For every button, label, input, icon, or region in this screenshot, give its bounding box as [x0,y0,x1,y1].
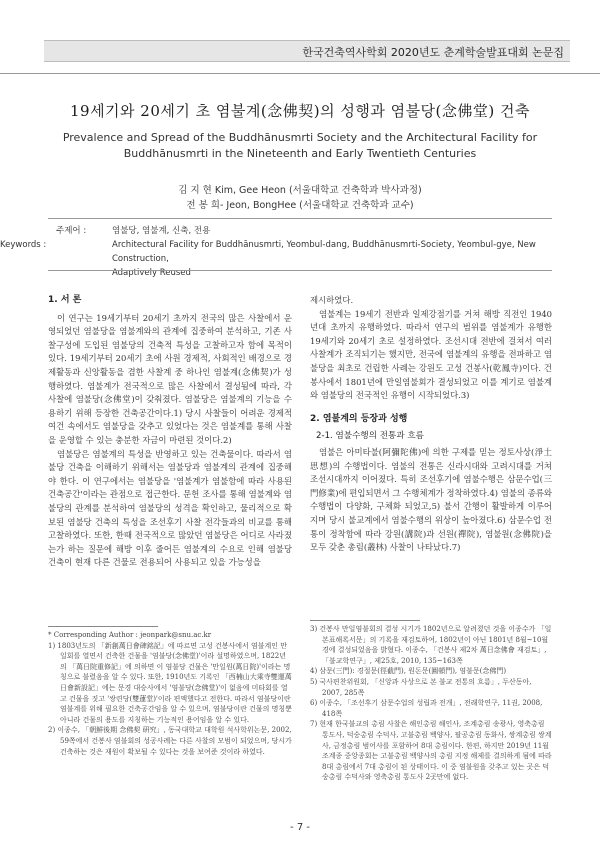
keywords-block [0,224,546,280]
right-footnote-rule [310,620,420,621]
footnote-4: 4) 삼문(三門): 경절문(徑截門), 원돈문(圓頓門), 염불문(念佛門) [310,667,507,676]
right-column [310,294,552,555]
keywords-kr-text: 염불당, 염불계, 신축, 전용 [112,226,211,236]
keywords-bottom-rule [48,270,552,271]
keywords-en-label: Keywords : [0,240,47,250]
author-1: 김 지 현 Kim, Gee Heon (서울대학교 건축학과 박사과정) [178,185,422,196]
title-en-line-2: Buddhānusmrti in the Nineteenth and Early Twentieth Centuries [123,147,477,160]
author-2: 전 봉 희- Jeon, BongHee (서울대학교 건축학과 교수) [186,200,414,211]
keywords-top-rule [48,218,552,219]
page-number: - 7 - [290,822,310,833]
footnote-5: 5) 국사편찬위원회, 「신앙과 사상으로 본 불교 전통의 흐름」, 두산동아, 2007, 285쪽 [310,677,532,697]
paper-title-korean: 19세기와 20세기 초 염불계(念佛契)의 성행과 염불당(念佛堂) 건축 [69,102,530,120]
keywords-korean [56,224,546,238]
subsection-heading-2-1: 2-1. 염불수행의 전통과 흐름 [316,431,424,442]
corresponding-author: * Corresponding Author : jeonpark@snu.ac.kr [48,631,212,639]
footnote-1: 1) 1803년도의 「新創萬日會碑銘記」에 따르면 고성 건봉사에서 염불계인 만일회를 열면서 건축한 건물을 '염불당(念佛堂)'이라 설명하였으며, 1822년의 「萬日院重修記」에 의하면 이 염불당 건물은 '만일원(萬日院)'이라는 명칭으로 불렸음을 알 수 있다. 또한, 1910년도 기록인 「西楠山大乘寺雙運萬日會新設記」에는 문경 대승사에서 '염불당(念佛堂)'이 없음에 미타회를 열고 건물을 짓고 '쌍련당(雙蓮堂)'이라 편액했다고 전한다. 따라서 염불당이란 염불계를 위해 필요한 건축공간임을 알 수 있으며, 염불당이란 건물의 명칭뿐 아니라 건물의 용도를 지칭하는 기능적인 용어임을 알 수 있다. [48,641,292,724]
left-footnote-rule [48,626,158,627]
left-column [48,294,292,570]
left-footnotes [48,630,292,757]
footnote-2: 2) 이종수, 「朝鮮後期 念佛契 硏究」, 동국대학교 대학원 석사학위논문, 2002, 59쪽에서 건봉사 염불회의 성공사례는 다른 사찰의 모범이 되었으며, 당시가 건축하는 것은 재원이 확보될 수 있다는 것을 보여준 것이라 하였다. [48,726,292,756]
footnote-7: 7) 현재 한국불교의 총림 사찰은 해인총림 해인사, 조계총림 송광사, 영축총림 통도사, 덕숭총림 수덕사, 고불총림 백양사, 팔공총림 동화사, 쌍계총림 쌍계사, 금정총림 범어사를 포함하여 8대 총림이다. 한편, 하지만 2019년 11월 조계종 중앙종회는 고불총림 백양사의 총림 지정 해제를 결의하게 됨에 따라 8대 총림에서 7대 총림이 된 상태이다. 이 중 염불원을 갖추고 있는 곳은 덕숭총림 수덕사와 영축총림 통도사 2곳만에 없다. [310,720,552,782]
keywords-kr-label: 주제어 : [56,226,87,236]
paragraph-continued: 제시하였다. [310,295,354,305]
title-en-line-1: Prevalence and Spread of the Buddhānusmrti Society and the Architectural Facility for [62,131,538,144]
keywords-en-text-2: Adaptively Reused [112,268,191,278]
section-heading-2: 2. 염불계의 등장과 성행 [310,413,408,424]
paragraph-scope: 염불계는 19세기 전반과 일제강점기를 거쳐 해방 직전인 1940년대 초까지 유행하였다. 따라서 연구의 범위를 염불계가 유행한 19세기와 20세기 초로 설정하였다. 조선시대 전반에 걸쳐서 여러 사찰계가 조직되기는 했지만, 전국에 염불계의 유행을 전파하고 염불당을 최초로 건립한 사례는 강원도 고성 건봉사(乾鳳寺)이다. 건봉사에서 1801년에 만일염불회가 결성되었고 이를 계기로 염불계와 염불당의 전국적인 유행이 시작되었다.3) [310,308,552,401]
journal-title: 한국건축역사학회 2020년도 춘계학술발표대회 논문집 [302,46,564,59]
right-footnotes [310,624,552,783]
paper-title-english [60,130,540,162]
keywords-en-text: Architectural Facility for Buddhānusmrti, Yeombul-dang, Buddhānusmrti-Society, Yeombul-gye, New Construction, [112,240,536,264]
journal-header [0,0,600,74]
section-heading-introduction: 1. 서 론 [48,295,82,305]
keywords-english [0,238,546,280]
paragraph-intro-2: 염불당은 염불계의 특성을 반영하고 있는 건축물이다. 따라서 염불당 건축을 이해하기 위해서는 염불당과 염불계의 관계에 집중해야 한다. 이 연구에서는 염불당을 '염불계가 염불함에 따라 사용된 건축공간'이라는 관점으로 접근한다. 문헌 조사를 통해 염불계와 염불당의 관계를 분석하여 염불당의 성격을 확인하고, 물리적으로 확보된 염불당 건축의 특성을 조선후기 사찰 전각들과의 비교를 통해 고찰하였다. 또한, 한때 전국적으로 많았던 염불당은 어디로 사라졌는가 하는 질문에 해방 이후 줄어든 염불계의 수요로 인해 염불당 건축이 현재 다른 건물로 전용되어 사용되고 있을 가능성을 [48,448,292,568]
paragraph-yeombul-tradition: 염불은 아미타불(阿彌陀佛)에 의한 구제를 믿는 정토사상(淨土思想)의 수행법이다. 염불의 전통은 신라시대와 고려시대를 거쳐 조선시대까지 이어졌다. 특히 조선후기에 염불수행은 삼문수업(三門修業)에 편입되면서 그 수행체계가 정착하였다.4) 염불의 종류와 수행법이 다양화, 구체화 되었고,5) 불서 간행이 활발하게 이루어지며 당시 불교계에서 염불수행의 위상이 높아졌다.6) 삼문수업 전통이 정착함에 따라 강원(講院)과 선원(禪院), 염불원(念佛院)을 모두 갖춘 총림(叢林) 사찰이 나타났다.7) [310,446,552,553]
footnote-6: 6) 이종수, 「조선후기 삼문수업의 성립과 전개」, 전래학연구, 11권, 2008, 418쪽 [310,699,543,718]
paragraph-intro-1: 이 연구는 19세기부터 20세기 초까지 전국의 많은 사찰에서 운영되었던 염불당을 염불계와의 관계에 집중하여 분석하고, 기존 사찰구성에 도입된 염불당의 건축적 특성을 고찰하고자 함에 목적이 있다. 19세기부터 20세기 초에 사원 경제적, 사회적인 배경으로 경제활동과 신앙활동을 겸한 사찰계 중 하나인 염불계(念佛契)가 성행하였다. 염불계가 전국적으로 많은 사찰에서 결성됨에 따라, 각 사찰에 염불당(念佛堂)이 갖춰졌다. 염불당은 염불계의 기능을 수용하기 위해 등장한 건축공간이다.1) 당시 사찰들이 어려운 경제적 여건 속에서도 염불당을 갖추고 있었다는 것은 염불계를 통해 사찰을 운영할 수 있는 충분한 자금이 마련된 것이다.2) [48,312,292,445]
footnote-3: 3) 건봉사 만일염불회의 결성 시기가 1802년으로 알려졌던 것을 이종수가 「일본표해록서문」의 기록을 재검토하여, 1802년이 아닌 1801년 8월~10월경에 결성되었음을 밝혔다. 이종수, 「건봉사 제2차 萬日念佛會 재검토」, 「불교학연구」, 제25호, 2010, 135~163쪽 [310,625,552,665]
